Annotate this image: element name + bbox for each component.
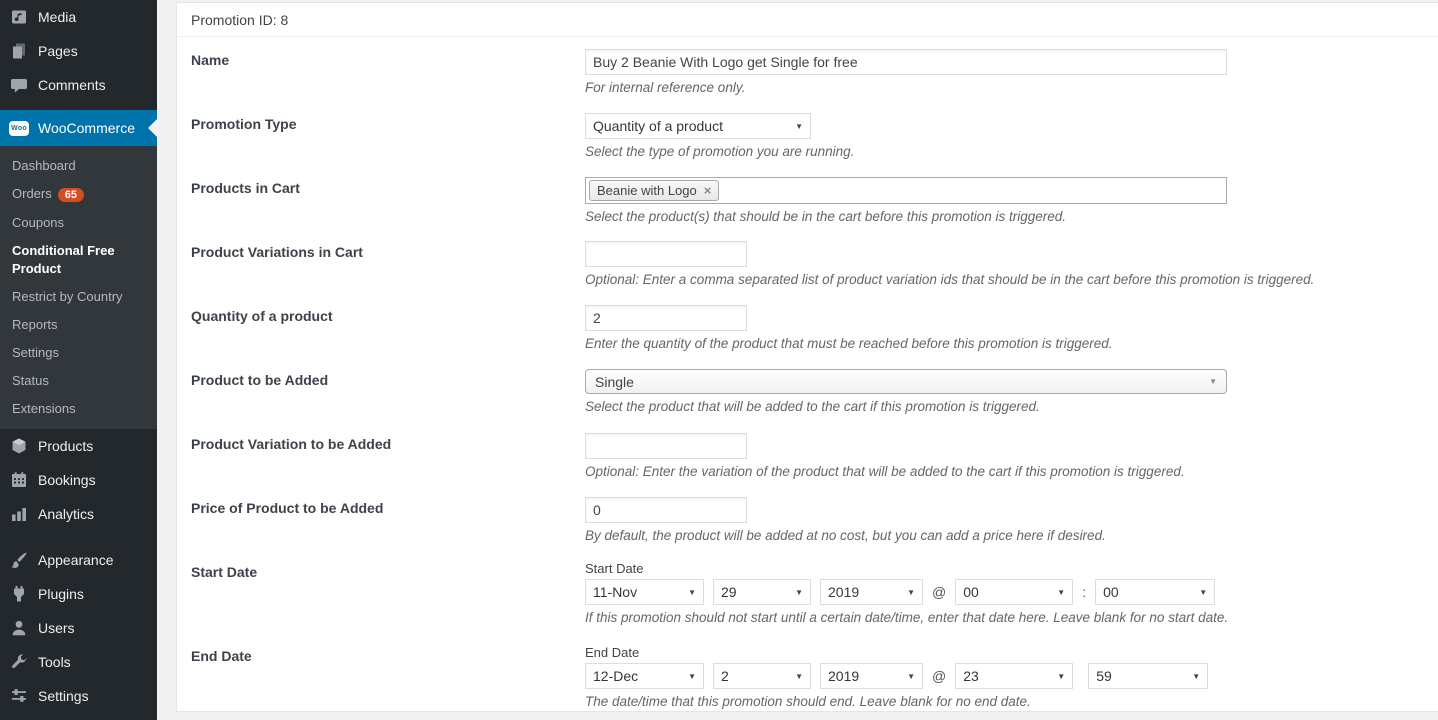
promotion-id-header: Promotion ID: 8 bbox=[177, 3, 1438, 37]
start-date-label: Start Date bbox=[191, 564, 258, 580]
sidebar-item-label: Users bbox=[38, 620, 75, 636]
select-value: 2019 bbox=[828, 668, 860, 684]
sidebar-item-appearance[interactable] bbox=[0, 543, 157, 577]
end-hour-select[interactable] bbox=[955, 663, 1073, 689]
end-date-sublabel: End Date bbox=[585, 645, 640, 660]
woocommerce-icon: Woo bbox=[9, 118, 29, 138]
sidebar-item-users[interactable] bbox=[0, 611, 157, 645]
sidebar-subitem-extensions[interactable] bbox=[0, 395, 157, 423]
sidebar-subitem-restrict-by-country[interactable] bbox=[0, 283, 157, 311]
select-value: 12-Dec bbox=[593, 668, 639, 684]
chevron-down-icon: ▼ bbox=[1192, 671, 1201, 681]
quantity-input[interactable] bbox=[585, 305, 747, 331]
select-value: 29 bbox=[721, 584, 737, 600]
form-row-variation-to-add bbox=[177, 421, 1438, 485]
sidebar-item-settings[interactable] bbox=[0, 679, 157, 713]
variation-to-add-input[interactable] bbox=[585, 433, 747, 459]
price-input[interactable] bbox=[585, 497, 747, 523]
subitem-label: Status bbox=[12, 373, 49, 388]
start-minute-select[interactable] bbox=[1095, 579, 1215, 605]
bookings-icon bbox=[9, 470, 29, 490]
settings-icon bbox=[9, 686, 29, 706]
sidebar-subitem-status[interactable] bbox=[0, 367, 157, 395]
menu-separator bbox=[0, 102, 157, 110]
sidebar-subitem-orders[interactable] bbox=[0, 180, 157, 209]
sidebar-item-pages[interactable] bbox=[0, 34, 157, 68]
sidebar-item-label: Products bbox=[38, 438, 94, 454]
subitem-label: Settings bbox=[12, 345, 59, 360]
at-separator: @ bbox=[932, 584, 947, 600]
promotion-type-label: Promotion Type bbox=[191, 116, 297, 132]
subitem-label: Orders bbox=[12, 186, 52, 201]
products-in-cart-label: Products in Cart bbox=[191, 180, 300, 196]
start-year-select[interactable] bbox=[820, 579, 923, 605]
analytics-icon bbox=[9, 504, 29, 524]
promotion-type-select[interactable] bbox=[585, 113, 811, 139]
subitem-label: Reports bbox=[12, 317, 58, 332]
start-date-help: If this promotion should not start until a certain date/time, enter that date here. Leave blank for no start date. bbox=[585, 610, 1229, 625]
sidebar-item-products[interactable] bbox=[0, 429, 157, 463]
name-help: For internal reference only. bbox=[585, 80, 746, 95]
sidebar-item-woocommerce[interactable] bbox=[0, 110, 157, 146]
product-variations-input[interactable] bbox=[585, 241, 747, 267]
start-date-sublabel: Start Date bbox=[585, 561, 644, 576]
users-icon bbox=[9, 618, 29, 638]
selected-product-tag bbox=[589, 180, 719, 201]
sidebar-item-label: Settings bbox=[38, 688, 89, 704]
quantity-label: Quantity of a product bbox=[191, 308, 333, 324]
chevron-down-icon: ▼ bbox=[1057, 671, 1066, 681]
sidebar-item-label: Comments bbox=[38, 77, 106, 93]
product-to-add-label: Product to be Added bbox=[191, 372, 329, 388]
end-date-label: End Date bbox=[191, 648, 252, 664]
at-separator: @ bbox=[932, 668, 947, 684]
pages-icon bbox=[9, 41, 29, 61]
tools-icon bbox=[9, 652, 29, 672]
end-day-select[interactable] bbox=[713, 663, 811, 689]
appearance-icon bbox=[9, 550, 29, 570]
sidebar-subitem-coupons[interactable] bbox=[0, 209, 157, 237]
product-to-add-select[interactable] bbox=[585, 369, 1227, 394]
chevron-down-icon: ▼ bbox=[795, 121, 803, 131]
form-row-end-date bbox=[177, 633, 1438, 712]
sidebar-item-label: Media bbox=[38, 9, 77, 25]
promotion-edit-panel bbox=[176, 2, 1438, 712]
remove-tag-icon[interactable]: × bbox=[703, 183, 712, 198]
subitem-label: Coupons bbox=[12, 215, 65, 230]
sidebar-item-bookings[interactable] bbox=[0, 463, 157, 497]
start-day-select[interactable] bbox=[713, 579, 811, 605]
promotion-type-help: Select the type of promotion you are running. bbox=[585, 144, 855, 159]
sidebar-item-label: Pages bbox=[38, 43, 78, 59]
form-row-price bbox=[177, 485, 1438, 549]
product-variations-help: Optional: Enter a comma separated list of product variation ids that should be in the cart before this promotion is triggered. bbox=[585, 272, 1315, 287]
sidebar-item-comments[interactable] bbox=[0, 68, 157, 102]
name-label: Name bbox=[191, 52, 230, 68]
end-minute-select[interactable] bbox=[1088, 663, 1208, 689]
sidebar-subitem-reports[interactable] bbox=[0, 311, 157, 339]
form-row-name bbox=[177, 37, 1438, 101]
subitem-label: Extensions bbox=[12, 401, 76, 416]
sidebar-item-label: Appearance bbox=[38, 552, 114, 568]
orders-count-badge: 65 bbox=[58, 188, 84, 202]
subitem-label: Dashboard bbox=[12, 158, 76, 173]
select-value: 59 bbox=[1096, 668, 1112, 684]
select-value: 2019 bbox=[828, 584, 860, 600]
sidebar-subitem-conditional-free-product[interactable] bbox=[0, 237, 157, 283]
chevron-down-icon: ▼ bbox=[795, 587, 803, 597]
select-value: Quantity of a product bbox=[593, 118, 723, 134]
price-help: By default, the product will be added at no cost, but you can add a price here if desired. bbox=[585, 528, 1106, 543]
chevron-down-icon: ▼ bbox=[688, 671, 696, 681]
products-in-cart-help: Select the product(s) that should be in the cart before this promotion is triggered. bbox=[585, 209, 1067, 224]
variation-to-add-label: Product Variation to be Added bbox=[191, 436, 392, 452]
start-hour-select[interactable] bbox=[955, 579, 1073, 605]
chevron-down-icon: ▼ bbox=[688, 587, 696, 597]
chevron-down-icon: ▼ bbox=[1209, 377, 1217, 386]
chevron-down-icon: ▼ bbox=[795, 671, 803, 681]
sidebar-item-label: Tools bbox=[38, 654, 71, 670]
select-value: 00 bbox=[963, 584, 979, 600]
quantity-help: Enter the quantity of the product that must be reached before this promotion is triggered. bbox=[585, 336, 1113, 351]
chevron-down-icon: ▼ bbox=[907, 671, 915, 681]
woocommerce-submenu bbox=[0, 146, 157, 429]
chevron-down-icon: ▼ bbox=[1057, 587, 1066, 597]
end-year-select[interactable] bbox=[820, 663, 923, 689]
sidebar-item-label: Plugins bbox=[38, 586, 84, 602]
select-value: 00 bbox=[1103, 584, 1119, 600]
form-row-products-in-cart bbox=[177, 165, 1438, 229]
product-variations-label: Product Variations in Cart bbox=[191, 244, 363, 260]
comments-icon bbox=[9, 75, 29, 95]
form-row-start-date bbox=[177, 549, 1438, 633]
media-icon bbox=[9, 7, 29, 27]
subitem-label: Restrict by Country bbox=[12, 289, 123, 304]
sidebar-subitem-dashboard[interactable] bbox=[0, 152, 157, 180]
menu-separator bbox=[0, 531, 157, 543]
form-row-promotion-type bbox=[177, 101, 1438, 165]
products-icon bbox=[9, 436, 29, 456]
form-row-product-variations-in-cart bbox=[177, 229, 1438, 293]
sidebar-item-tools[interactable] bbox=[0, 645, 157, 679]
sidebar-item-analytics[interactable] bbox=[0, 497, 157, 531]
form-row-quantity bbox=[177, 293, 1438, 357]
active-menu-arrow bbox=[148, 119, 157, 137]
name-input[interactable] bbox=[585, 49, 1227, 75]
product-to-add-help: Select the product that will be added to the cart if this promotion is triggered. bbox=[585, 399, 1040, 414]
admin-sidebar bbox=[0, 0, 157, 720]
sidebar-item-label: WooCommerce bbox=[38, 120, 135, 136]
end-month-select[interactable] bbox=[585, 663, 704, 689]
chevron-down-icon: ▼ bbox=[1199, 587, 1208, 597]
products-in-cart-input[interactable] bbox=[585, 177, 1227, 204]
plugins-icon bbox=[9, 584, 29, 604]
sidebar-item-media[interactable] bbox=[0, 0, 157, 34]
variation-to-add-help: Optional: Enter the variation of the product that will be added to the cart if this promotion is triggered. bbox=[585, 464, 1185, 479]
chevron-down-icon: ▼ bbox=[907, 587, 915, 597]
select-value: Single bbox=[595, 373, 634, 390]
start-month-select[interactable] bbox=[585, 579, 704, 605]
select-value: 11-Nov bbox=[593, 584, 638, 600]
end-date-help: The date/time that this promotion should end. Leave blank for no end date. bbox=[585, 694, 1031, 709]
sidebar-subitem-settings[interactable] bbox=[0, 339, 157, 367]
sidebar-item-label: Analytics bbox=[38, 506, 95, 522]
sidebar-item-label: Bookings bbox=[38, 472, 96, 488]
select-value: 23 bbox=[963, 668, 979, 684]
price-label: Price of Product to be Added bbox=[191, 500, 384, 516]
colon-separator: : bbox=[1082, 584, 1087, 600]
sidebar-item-plugins[interactable] bbox=[0, 577, 157, 611]
tag-label: Beanie with Logo bbox=[597, 183, 697, 198]
select-value: 2 bbox=[721, 668, 729, 684]
subitem-label: Conditional Free Product bbox=[12, 243, 115, 276]
form-row-product-to-add bbox=[177, 357, 1438, 421]
